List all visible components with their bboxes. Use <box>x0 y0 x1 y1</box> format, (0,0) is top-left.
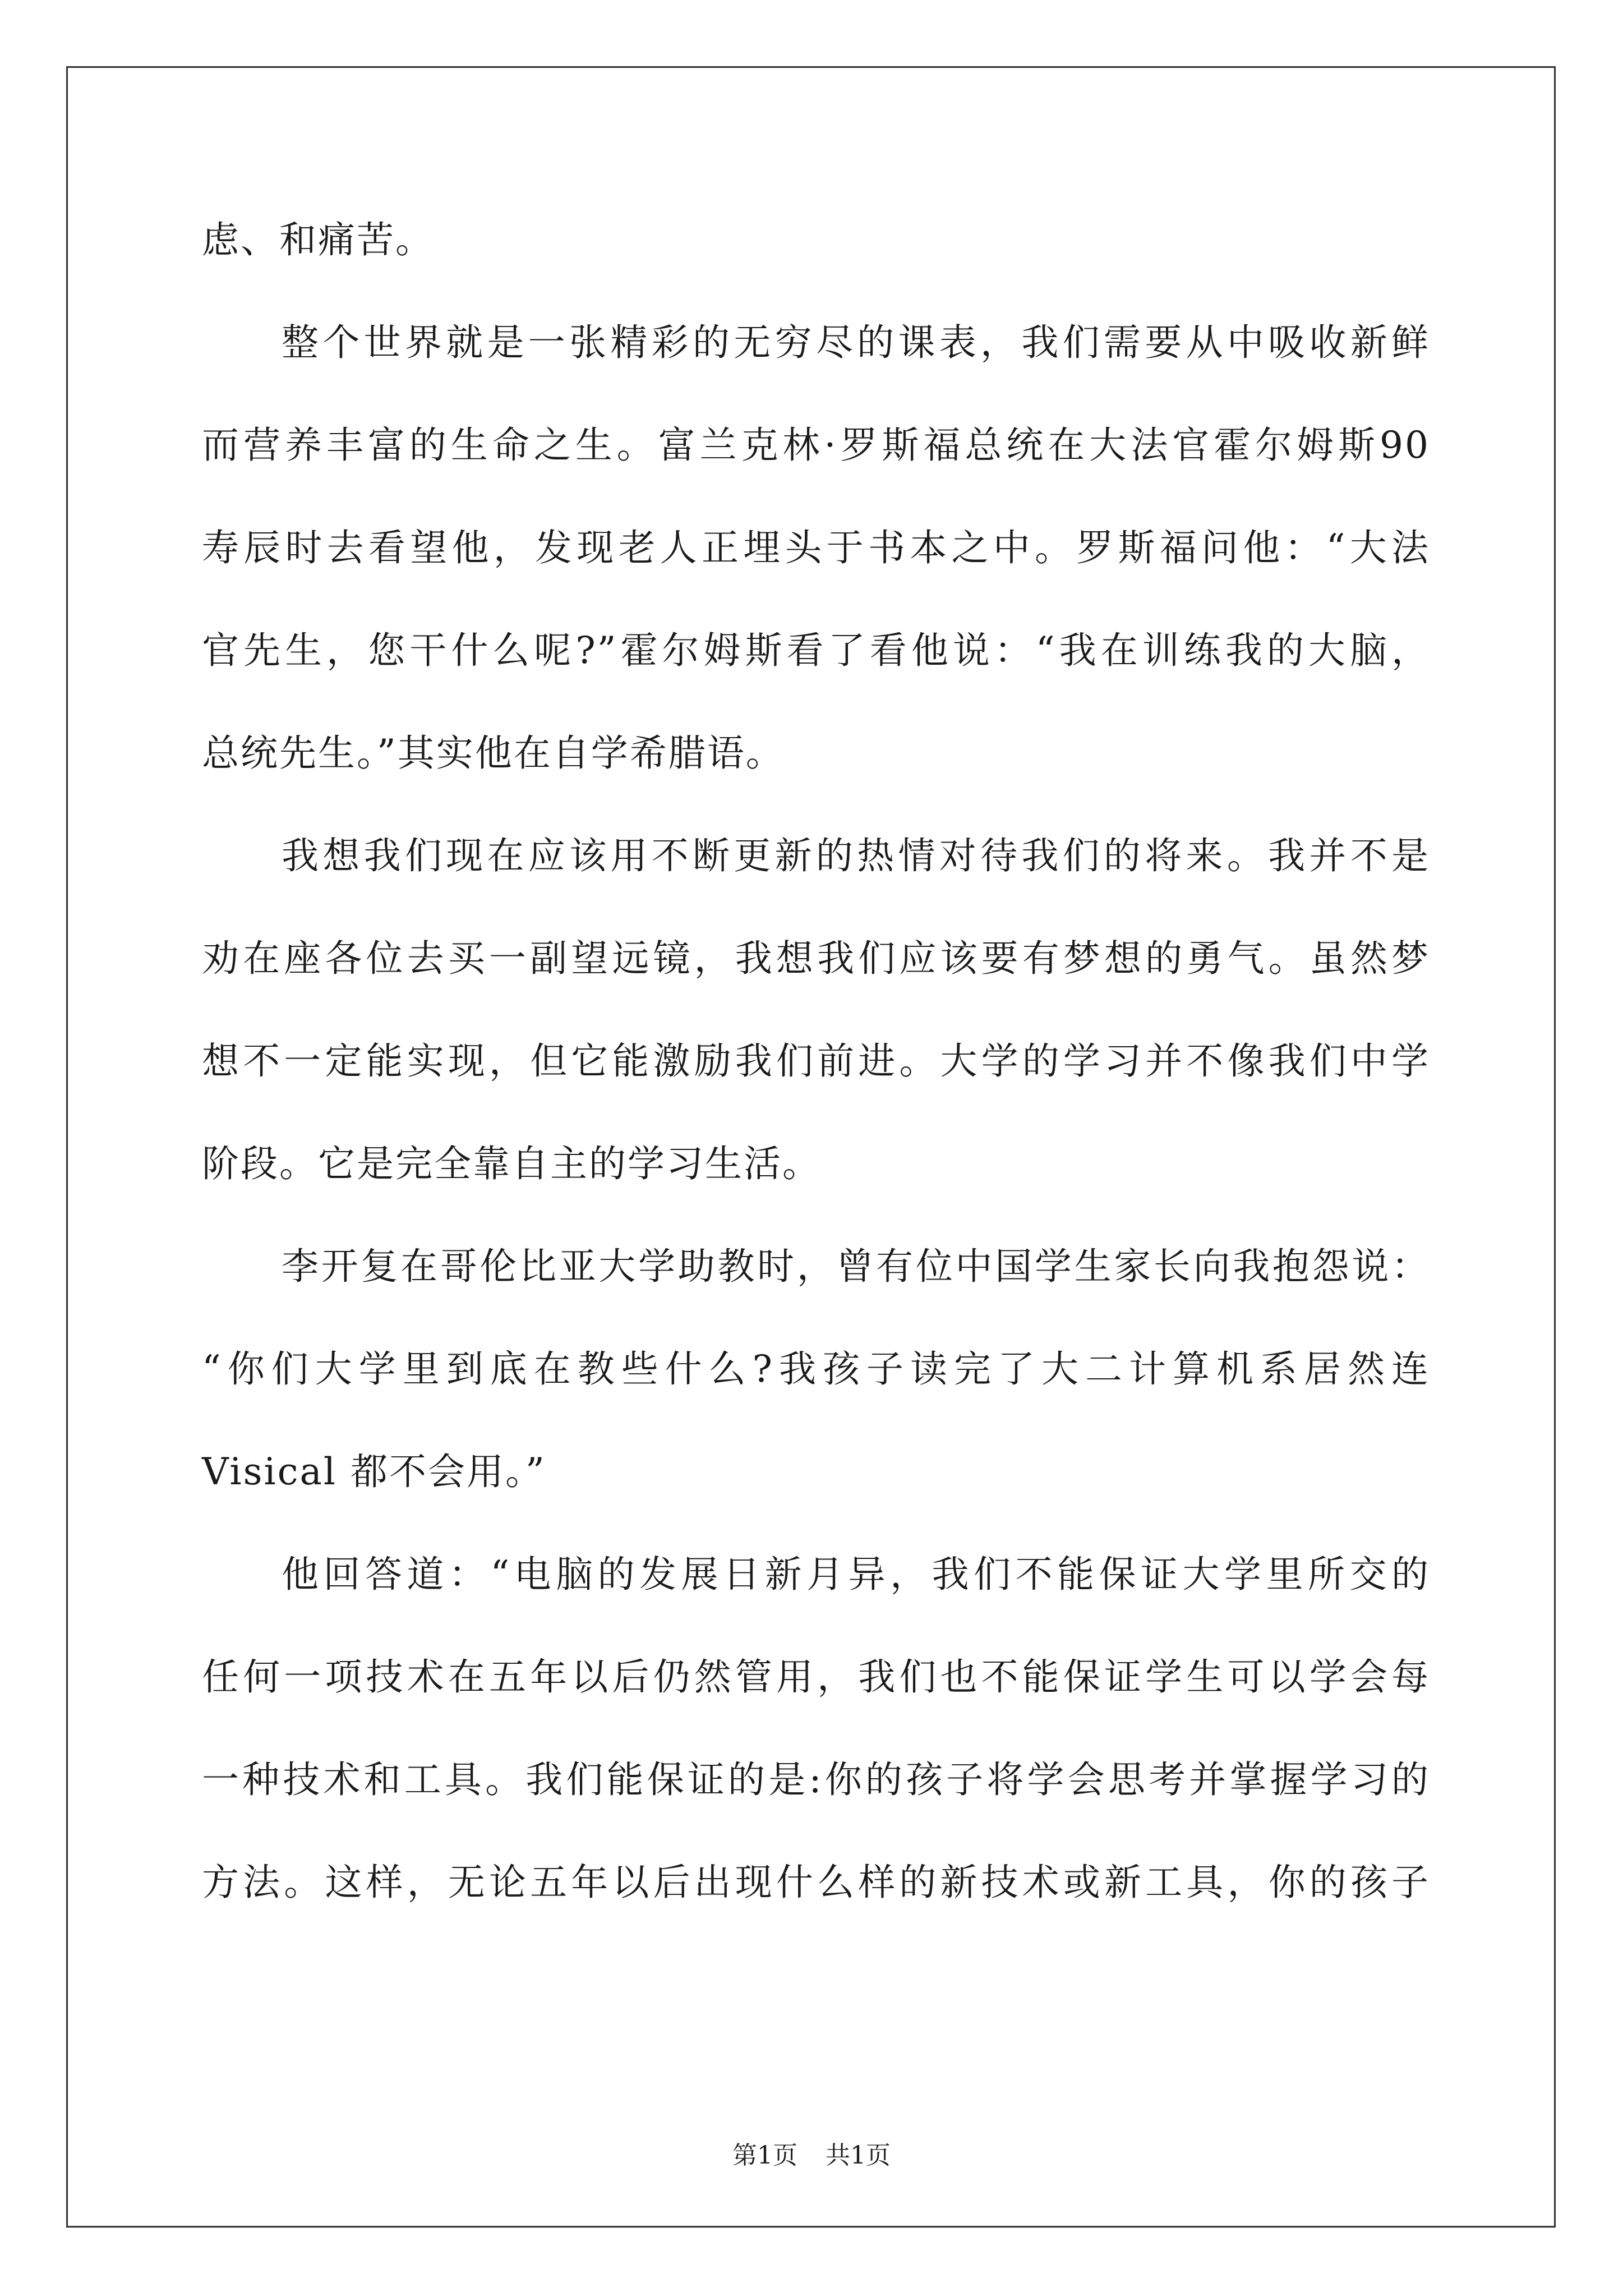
text-line: 李开复在哥伦比亚大学助教时，曾有位中国学生家长向我抱怨说： <box>282 1245 1430 1288</box>
document-body <box>202 212 1430 1957</box>
text-line: 任何一项技术在五年以后仍然管用，我们也不能保证学生可以学会每 <box>202 1655 1430 1699</box>
text-line: 想不一定能实现，但它能激励我们前进。大学的学习并不像我们中学 <box>202 1039 1430 1083</box>
text-line: 而营养丰富的生命之生。富兰克林·罗斯福总统在大法官霍尔姆斯90 <box>202 424 1430 467</box>
text-line: 整个世界就是一张精彩的无穷尽的课表，我们需要从中吸收新鲜 <box>282 321 1430 364</box>
page-footer <box>0 2139 1623 2173</box>
text-line: 劝在座各位去买一副望远镜，我想我们应该要有梦想的勇气。虽然梦 <box>202 937 1430 980</box>
text-line: 方法。这样，无论五年以后出现什么样的新技术或新工具，你的孩子 <box>202 1861 1430 1904</box>
text-line: 一种技术和工具。我们能保证的是:你的孩子将学会思考并掌握学习的 <box>202 1758 1430 1801</box>
text-line: Visical 都不会用。” <box>202 1450 546 1493</box>
text-line: 他回答道：“电脑的发展日新月异，我们不能保证大学里所交的 <box>282 1553 1430 1596</box>
page-total: 共1页 <box>826 2141 891 2170</box>
text-line: 寿辰时去看望他，发现老人正埋头于书本之中。罗斯福问他：“大法 <box>202 526 1430 569</box>
text-line: 官先生，您干什么呢?”霍尔姆斯看了看他说：“我在训练我的大脑， <box>202 629 1430 672</box>
text-line: 虑、和痛苦。 <box>202 218 434 261</box>
text-line: 总统先生。”其实他在自学希腊语。 <box>202 731 785 775</box>
text-line: “你们大学里到底在教些什么?我孩子读完了大二计算机系居然连 <box>202 1347 1430 1391</box>
text-line: 阶段。它是完全靠自主的学习生活。 <box>202 1142 821 1185</box>
text-line: 我想我们现在应该用不断更新的热情对待我们的将来。我并不是 <box>282 834 1430 877</box>
page-number: 第1页 <box>732 2141 797 2170</box>
